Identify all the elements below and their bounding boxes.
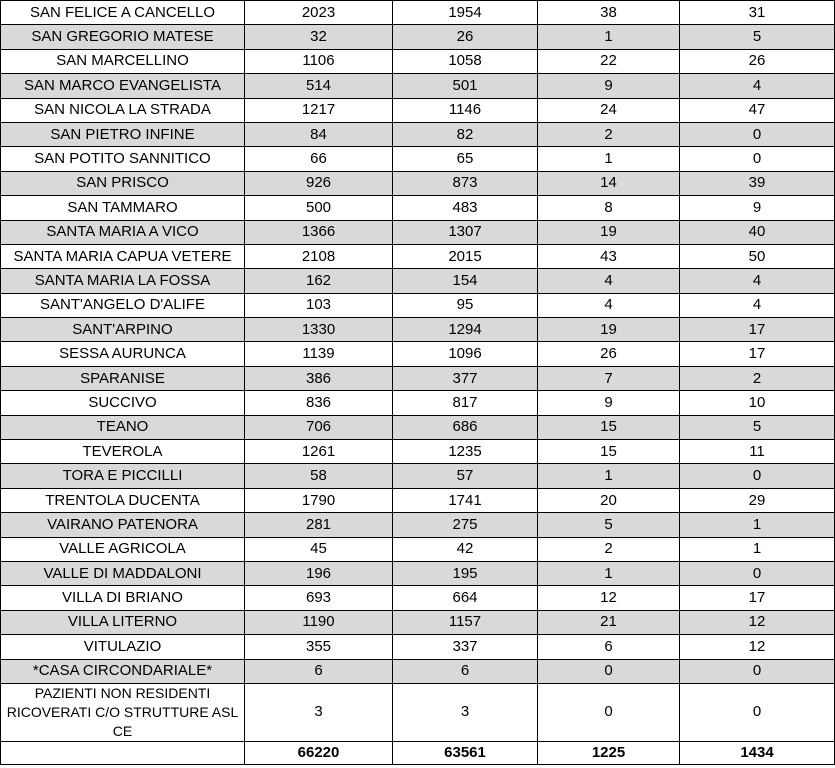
value-cell-3: 22 — [538, 49, 680, 73]
value-cell-2: 2015 — [393, 244, 538, 268]
municipality-name-cell: SAN FELICE A CANCELLO — [1, 1, 245, 25]
value-cell-4: 26 — [680, 49, 835, 73]
value-cell-4: 50 — [680, 244, 835, 268]
value-cell-1: 196 — [245, 561, 393, 585]
value-cell-3: 43 — [538, 244, 680, 268]
value-cell-3: 0 — [538, 659, 680, 683]
municipality-name-cell: SAN PRISCO — [1, 171, 245, 195]
municipality-name-cell: VALLE DI MADDALONI — [1, 561, 245, 585]
value-cell-4: 10 — [680, 391, 835, 415]
value-cell-1: 2023 — [245, 1, 393, 25]
table-row — [1, 122, 835, 146]
value-cell-3: 19 — [538, 220, 680, 244]
value-cell-1: 693 — [245, 586, 393, 610]
municipality-name-cell: VAIRANO PATENORA — [1, 513, 245, 537]
value-cell-4: 12 — [680, 610, 835, 634]
value-cell-3: 9 — [538, 391, 680, 415]
value-cell-3: 21 — [538, 610, 680, 634]
value-cell-4: 11 — [680, 440, 835, 464]
table-row — [1, 342, 835, 366]
value-cell-1: 926 — [245, 171, 393, 195]
value-cell-4: 31 — [680, 1, 835, 25]
value-cell-3: 24 — [538, 98, 680, 122]
value-cell-1: 281 — [245, 513, 393, 537]
value-cell-1: 514 — [245, 74, 393, 98]
value-cell-2: 377 — [393, 366, 538, 390]
municipality-name-cell: TEANO — [1, 415, 245, 439]
value-cell-4: 0 — [680, 147, 835, 171]
totals-row — [1, 741, 835, 764]
value-cell-1: 355 — [245, 635, 393, 659]
value-cell-2: 483 — [393, 196, 538, 220]
value-cell-1: 500 — [245, 196, 393, 220]
table-row — [1, 635, 835, 659]
table-row — [1, 561, 835, 585]
value-cell-2: 154 — [393, 269, 538, 293]
value-cell-1: 66 — [245, 147, 393, 171]
value-cell-1: 58 — [245, 464, 393, 488]
value-cell-3: 20 — [538, 488, 680, 512]
value-cell-2: 1307 — [393, 220, 538, 244]
value-cell-3: 1 — [538, 561, 680, 585]
value-cell-3: 38 — [538, 1, 680, 25]
table-row — [1, 391, 835, 415]
municipality-name-cell: SPARANISE — [1, 366, 245, 390]
municipality-name-cell: SANTA MARIA CAPUA VETERE — [1, 244, 245, 268]
value-cell-2: 1294 — [393, 318, 538, 342]
value-cell-3: 1 — [538, 147, 680, 171]
table-row — [1, 537, 835, 561]
total-value-cell-1: 66220 — [245, 741, 393, 764]
total-value-cell-2: 63561 — [393, 741, 538, 764]
value-cell-3: 15 — [538, 440, 680, 464]
value-cell-3: 1 — [538, 25, 680, 49]
value-cell-1: 32 — [245, 25, 393, 49]
value-cell-4: 0 — [680, 122, 835, 146]
value-cell-4: 1 — [680, 513, 835, 537]
municipality-name-cell: TEVEROLA — [1, 440, 245, 464]
value-cell-1: 103 — [245, 293, 393, 317]
value-cell-2: 195 — [393, 561, 538, 585]
value-cell-1: 1261 — [245, 440, 393, 464]
value-cell-2: 664 — [393, 586, 538, 610]
value-cell-2: 57 — [393, 464, 538, 488]
value-cell-1: 1790 — [245, 488, 393, 512]
value-cell-3: 8 — [538, 196, 680, 220]
value-cell-1: 706 — [245, 415, 393, 439]
value-cell-1: 1330 — [245, 318, 393, 342]
value-cell-2: 6 — [393, 659, 538, 683]
municipality-name-cell: *CASA CIRCONDARIALE* — [1, 659, 245, 683]
municipality-name-cell: SAN GREGORIO MATESE — [1, 25, 245, 49]
value-cell-4: 4 — [680, 74, 835, 98]
table-row — [1, 49, 835, 73]
value-cell-4: 17 — [680, 318, 835, 342]
table-row — [1, 147, 835, 171]
value-cell-1: 1190 — [245, 610, 393, 634]
table-row — [1, 683, 835, 741]
table-row — [1, 464, 835, 488]
value-cell-2: 1146 — [393, 98, 538, 122]
value-cell-2: 337 — [393, 635, 538, 659]
value-cell-3: 1 — [538, 464, 680, 488]
value-cell-1: 1217 — [245, 98, 393, 122]
value-cell-3: 19 — [538, 318, 680, 342]
value-cell-3: 0 — [538, 683, 680, 741]
value-cell-4: 12 — [680, 635, 835, 659]
value-cell-3: 5 — [538, 513, 680, 537]
value-cell-2: 1157 — [393, 610, 538, 634]
value-cell-1: 45 — [245, 537, 393, 561]
value-cell-1: 1366 — [245, 220, 393, 244]
municipality-name-cell: SAN PIETRO INFINE — [1, 122, 245, 146]
value-cell-2: 817 — [393, 391, 538, 415]
value-cell-4: 1 — [680, 537, 835, 561]
value-cell-2: 275 — [393, 513, 538, 537]
value-cell-1: 1106 — [245, 49, 393, 73]
table-body — [1, 1, 835, 765]
total-value-cell-3: 1225 — [538, 741, 680, 764]
table-row — [1, 1, 835, 25]
value-cell-2: 1954 — [393, 1, 538, 25]
value-cell-3: 14 — [538, 171, 680, 195]
table-row — [1, 25, 835, 49]
municipality-name-cell: TORA E PICCILLI — [1, 464, 245, 488]
value-cell-3: 26 — [538, 342, 680, 366]
value-cell-4: 4 — [680, 293, 835, 317]
value-cell-2: 95 — [393, 293, 538, 317]
municipality-name-cell: SAN MARCO EVANGELISTA — [1, 74, 245, 98]
table-row — [1, 318, 835, 342]
totals-label-cell — [1, 741, 245, 764]
value-cell-1: 1139 — [245, 342, 393, 366]
value-cell-4: 5 — [680, 25, 835, 49]
value-cell-3: 9 — [538, 74, 680, 98]
total-value-cell-4: 1434 — [680, 741, 835, 764]
value-cell-3: 4 — [538, 293, 680, 317]
municipality-name-cell: SESSA AURUNCA — [1, 342, 245, 366]
value-cell-2: 501 — [393, 74, 538, 98]
value-cell-2: 1058 — [393, 49, 538, 73]
value-cell-3: 2 — [538, 122, 680, 146]
table-row — [1, 269, 835, 293]
table-row — [1, 366, 835, 390]
value-cell-2: 1741 — [393, 488, 538, 512]
municipality-name-cell: SAN POTITO SANNITICO — [1, 147, 245, 171]
value-cell-4: 47 — [680, 98, 835, 122]
table-row — [1, 659, 835, 683]
value-cell-3: 15 — [538, 415, 680, 439]
municipality-name-cell: SAN MARCELLINO — [1, 49, 245, 73]
table-row — [1, 513, 835, 537]
value-cell-4: 0 — [680, 659, 835, 683]
value-cell-1: 6 — [245, 659, 393, 683]
table-row — [1, 171, 835, 195]
value-cell-4: 9 — [680, 196, 835, 220]
municipality-name-cell: SANTA MARIA LA FOSSA — [1, 269, 245, 293]
municipality-name-cell: SANT'ARPINO — [1, 318, 245, 342]
value-cell-2: 42 — [393, 537, 538, 561]
municipality-name-cell: PAZIENTI NON RESIDENTI RICOVERATI C/O STRUTTURE ASL CE — [1, 683, 245, 741]
municipality-name-cell: SAN NICOLA LA STRADA — [1, 98, 245, 122]
table-row — [1, 610, 835, 634]
value-cell-4: 0 — [680, 464, 835, 488]
municipality-name-cell: SAN TAMMARO — [1, 196, 245, 220]
table-row — [1, 488, 835, 512]
value-cell-4: 5 — [680, 415, 835, 439]
municipality-name-cell: SANTA MARIA A VICO — [1, 220, 245, 244]
table-row — [1, 244, 835, 268]
value-cell-1: 386 — [245, 366, 393, 390]
value-cell-2: 26 — [393, 25, 538, 49]
value-cell-2: 65 — [393, 147, 538, 171]
table-row — [1, 415, 835, 439]
value-cell-3: 12 — [538, 586, 680, 610]
table-row — [1, 440, 835, 464]
value-cell-2: 873 — [393, 171, 538, 195]
municipality-name-cell: VITULAZIO — [1, 635, 245, 659]
table-row — [1, 196, 835, 220]
municipality-name-cell: SUCCIVO — [1, 391, 245, 415]
table-row — [1, 293, 835, 317]
value-cell-1: 162 — [245, 269, 393, 293]
value-cell-2: 3 — [393, 683, 538, 741]
value-cell-3: 4 — [538, 269, 680, 293]
value-cell-1: 3 — [245, 683, 393, 741]
value-cell-3: 7 — [538, 366, 680, 390]
table-row — [1, 74, 835, 98]
value-cell-3: 6 — [538, 635, 680, 659]
value-cell-1: 836 — [245, 391, 393, 415]
value-cell-4: 4 — [680, 269, 835, 293]
value-cell-4: 29 — [680, 488, 835, 512]
value-cell-3: 2 — [538, 537, 680, 561]
municipality-name-cell: VILLA DI BRIANO — [1, 586, 245, 610]
municipality-name-cell: TRENTOLA DUCENTA — [1, 488, 245, 512]
value-cell-2: 686 — [393, 415, 538, 439]
value-cell-4: 0 — [680, 561, 835, 585]
value-cell-2: 1235 — [393, 440, 538, 464]
value-cell-4: 39 — [680, 171, 835, 195]
value-cell-4: 0 — [680, 683, 835, 741]
table-row — [1, 586, 835, 610]
municipality-name-cell: VILLA LITERNO — [1, 610, 245, 634]
municipality-name-cell: VALLE AGRICOLA — [1, 537, 245, 561]
value-cell-1: 84 — [245, 122, 393, 146]
table-row — [1, 220, 835, 244]
value-cell-2: 1096 — [393, 342, 538, 366]
value-cell-4: 17 — [680, 586, 835, 610]
value-cell-4: 2 — [680, 366, 835, 390]
table-row — [1, 98, 835, 122]
value-cell-4: 40 — [680, 220, 835, 244]
value-cell-2: 82 — [393, 122, 538, 146]
value-cell-4: 17 — [680, 342, 835, 366]
municipality-name-cell: SANT'ANGELO D'ALIFE — [1, 293, 245, 317]
value-cell-1: 2108 — [245, 244, 393, 268]
